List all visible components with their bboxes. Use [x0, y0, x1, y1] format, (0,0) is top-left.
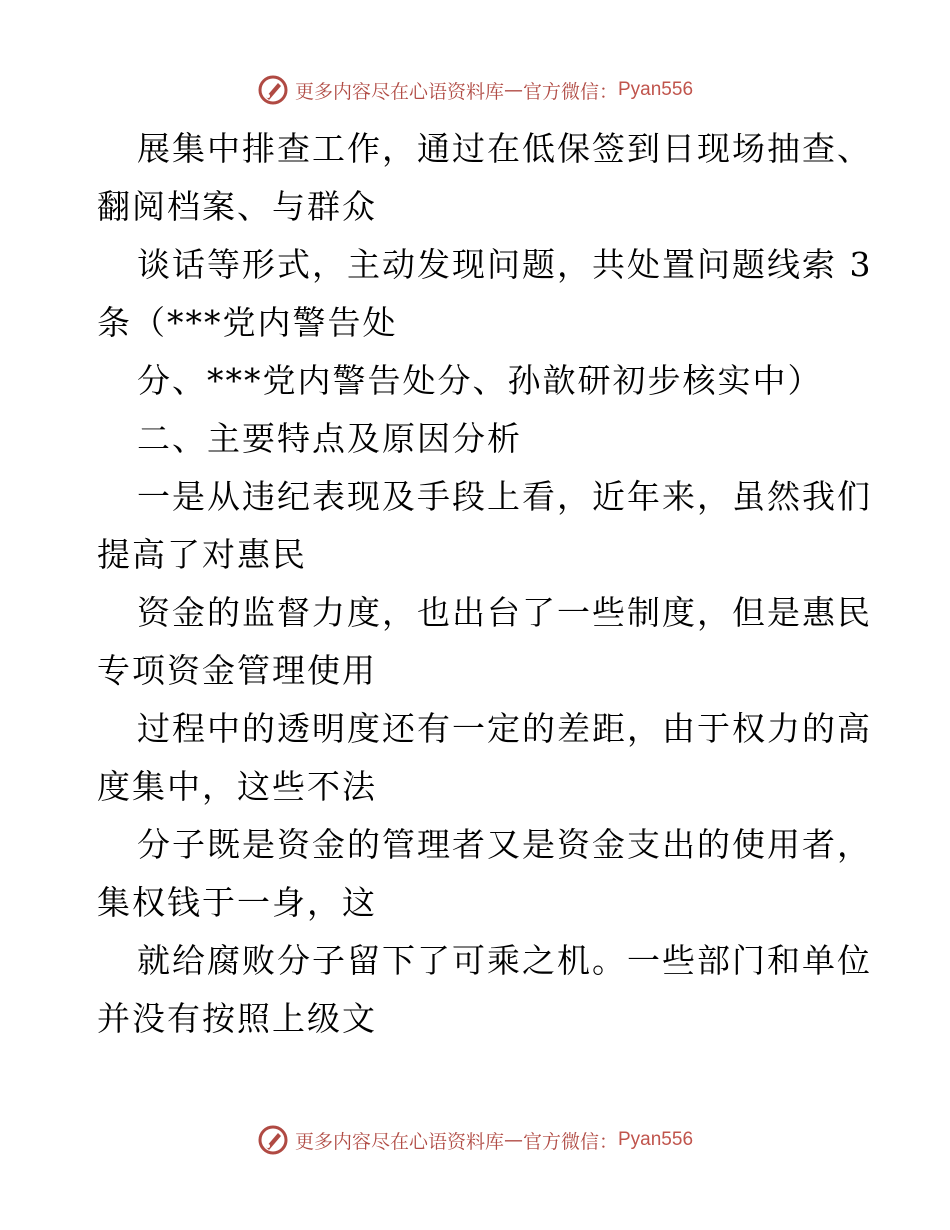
watermark-account: Pyan556	[618, 79, 694, 100]
watermark-official-label: 官方微信：	[522, 1130, 618, 1153]
pen-logo-icon	[257, 1124, 289, 1156]
footer-watermark	[0, 1120, 950, 1160]
watermark-official-label: 官方微信：	[522, 80, 618, 103]
body-line: 就给腐败分子留下了可乘之机。一些部门和单位	[137, 941, 872, 980]
watermark-text: 更多内容尽在心语资料库	[294, 80, 504, 103]
body-line: 过程中的透明度还有一定的差距，由于权力的高	[137, 709, 872, 748]
watermark-text: 更多内容尽在心语资料库	[294, 1130, 504, 1153]
watermark-account: Pyan556	[618, 1129, 694, 1150]
body-line: 谈话等形式，主动发现问题，共处置问题线索 3	[137, 245, 873, 284]
pen-logo-icon	[257, 74, 289, 106]
watermark-separator: —	[503, 79, 523, 101]
body-line: 度集中，这些不法	[97, 767, 377, 806]
body-line: 资金的监督力度，也出台了一些制度，但是惠民	[137, 593, 872, 632]
body-line: 分子既是资金的管理者又是资金支出的使用者，	[137, 825, 872, 864]
body-line: 提高了对惠民	[97, 535, 307, 574]
header-watermark	[0, 70, 950, 110]
body-line: 并没有按照上级文	[97, 999, 377, 1038]
section-heading: 二、主要特点及原因分析	[137, 419, 522, 458]
body-line: 分、***党内警告处分、孙歆研初步核实中）	[137, 361, 823, 400]
watermark-separator: —	[503, 1129, 523, 1151]
body-line: 一是从违纪表现及手段上看，近年来，虽然我们	[137, 477, 872, 516]
body-line: 条（***党内警告处	[97, 303, 398, 342]
body-line: 专项资金管理使用	[97, 651, 377, 690]
body-line: 集权钱于一身，这	[97, 883, 377, 922]
body-line: 展集中排查工作，通过在低保签到日现场抽查、	[137, 129, 872, 168]
document-body	[97, 120, 873, 1048]
body-line: 翻阅档案、与群众	[97, 187, 377, 226]
